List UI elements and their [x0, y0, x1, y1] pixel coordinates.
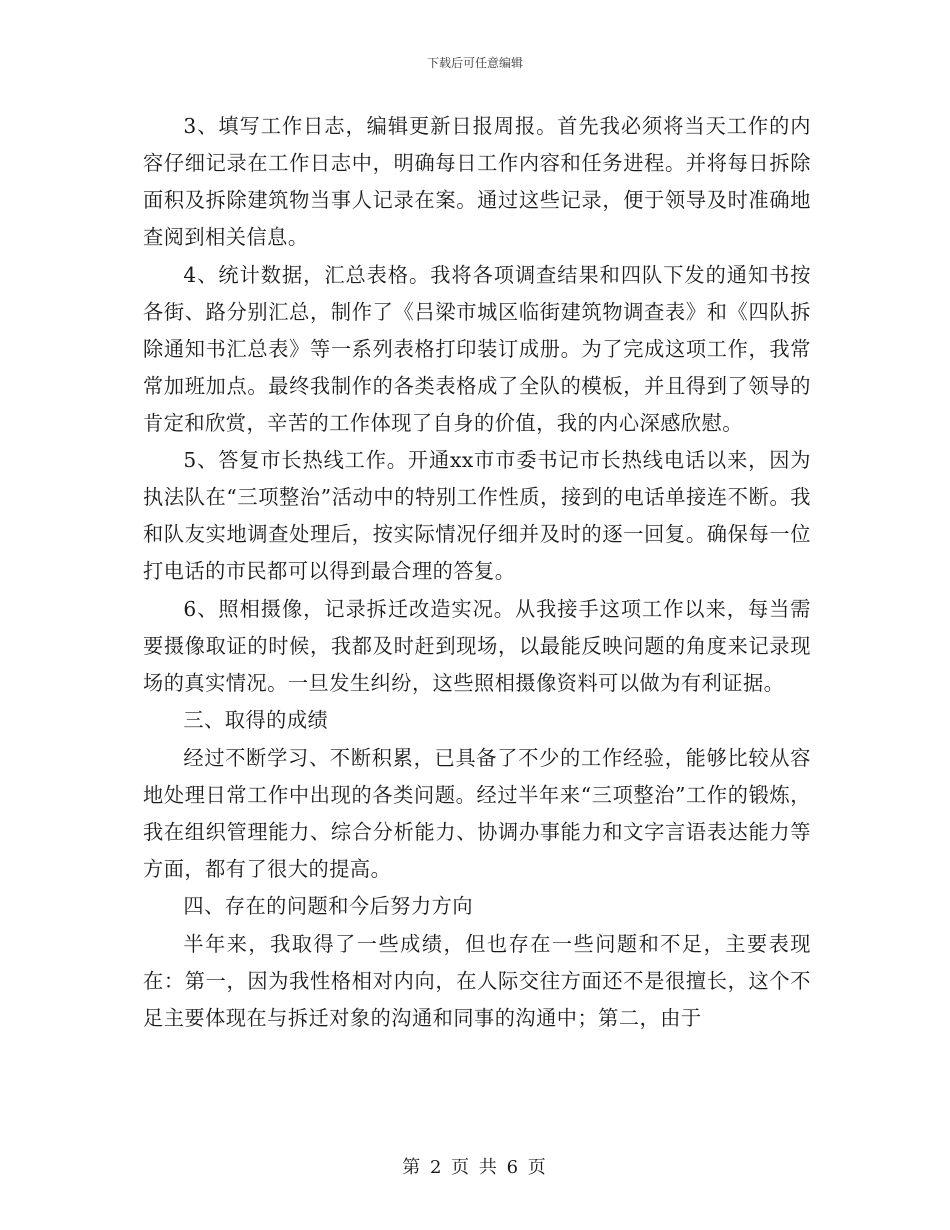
paragraph-item-4: 4、统计数据，汇总表格。我将各项调查结果和四队下发的通知书按各街、路分别汇总，制作了《吕梁市城区临街建筑物调查表》和《四队拆除通知书汇总表》等一系列表格打印装订成册。为了完成这项工作，我常常加班加点。最终我制作的各类表格成了全队的模板，并且得到了领导的肯定和欣赏，辛苦的工作体现了自身的价值，我的内心深感欣慰。: [143, 262, 811, 435]
paragraph-item-6: 6、照相摄像，记录拆迁改造实况。从我接手这项工作以来，每当需要摄像取证的时候，我都及时赶到现场，以最能反映问题的角度来记录现场的真实情况。一旦发生纠纷，这些照相摄像资料可以做为有利证据。: [143, 596, 811, 695]
section-heading-problems: 四、存在的问题和今后努力方向: [183, 894, 474, 918]
paragraph-achievements: 经过不断学习、不断积累，已具备了不少的工作经验，能够比较从容地处理日常工作中出现的各类问题。经过半年来“三项整治”工作的锻炼，我在组织管理能力、综合分析能力、协调办事能力和文字言语表达能力等方面，都有了很大的提高。: [143, 745, 811, 881]
paragraph-item-5: 5、答复市长热线工作。开通xx市市委书记市长热线电话以来，因为执法队在“三项整治”活动中的特别工作性质，接到的电话单接连不断。我和队友实地调查处理后，按实际情况仔细并及时的逐一回复。确保每一位打电话的市民都可以得到最合理的答复。: [143, 448, 811, 583]
paragraph-problems: 半年来，我取得了一些成绩，但也存在一些问题和不足，主要表现在：第一，因为我性格相对内向，在人际交往方面还不是很擅长，这个不足主要体现在与拆迁对象的沟通和同事的沟通中；第二，由于: [143, 931, 811, 1030]
page-footer: 第 2 页 共 6 页: [402, 1157, 548, 1178]
page-header: 下载后可任意编辑: [426, 56, 523, 70]
paragraph-item-3: 3、填写工作日志，编辑更新日报周报。首先我必须将当天工作的内容仔细记录在工作日志中，明确每日工作内容和任务进程。并将每日拆除面积及拆除建筑物当事人记录在案。通过这些记录，便于领导及时准确地查阅到相关信息。: [143, 114, 811, 249]
section-heading-achievements: 三、取得的成绩: [183, 708, 329, 732]
document-body: [143, 108, 811, 1037]
